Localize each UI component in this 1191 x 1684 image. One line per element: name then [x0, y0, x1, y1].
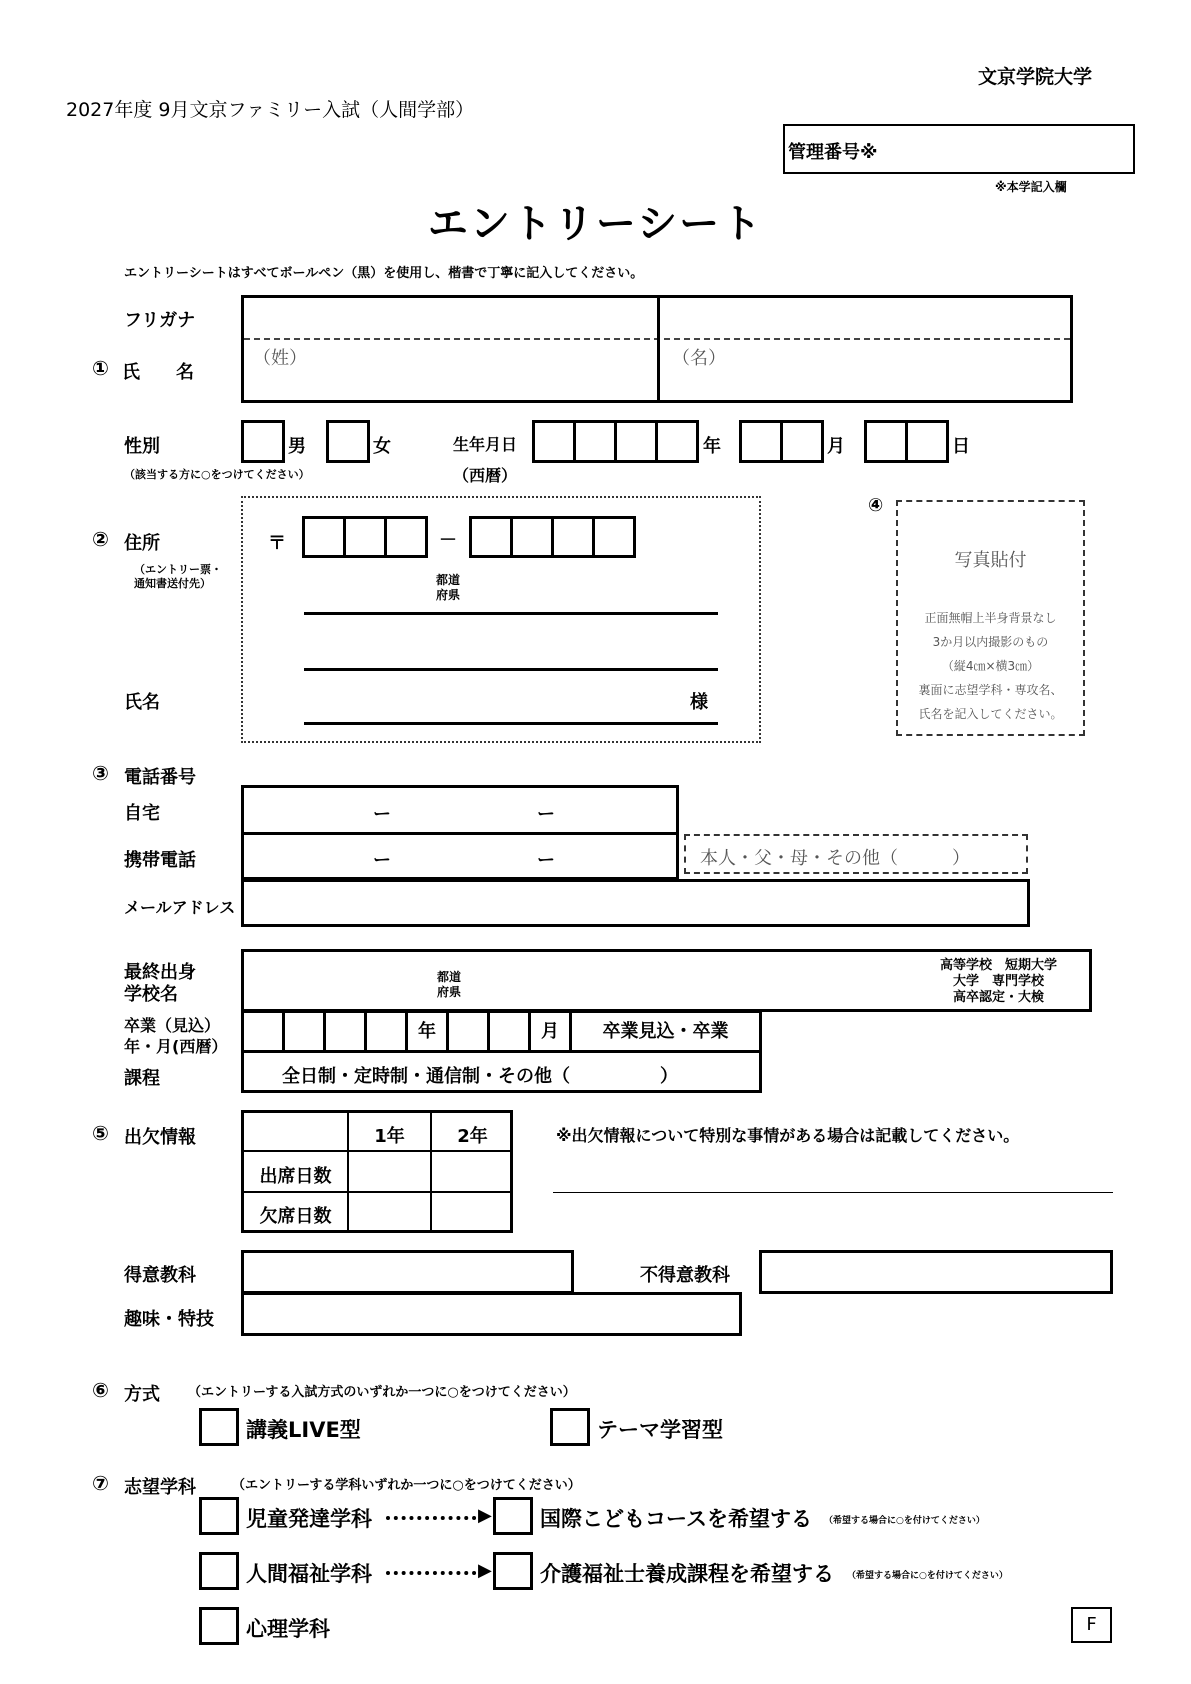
- school-type-3: 高卒認定・大検: [952, 990, 1044, 1005]
- course-field[interactable]: [241, 1050, 762, 1093]
- school-type-2: 大学 専門学校: [952, 974, 1044, 989]
- postal-digit-2[interactable]: [343, 516, 387, 558]
- grad-status-cell[interactable]: [569, 1010, 762, 1053]
- dept-child-arrow-icon: ▶: [478, 1505, 492, 1526]
- home-dash-2: ー: [537, 804, 555, 825]
- photo-line-3: （縦4㎝×横3㎝）: [941, 659, 1040, 673]
- dept-psychology-checkbox[interactable]: [199, 1607, 239, 1645]
- grad-year-digit-2[interactable]: [282, 1010, 326, 1053]
- gender-label: 性別: [124, 436, 160, 457]
- dept-welfare-label: 人間福祉学科: [246, 1562, 372, 1586]
- method-theme-label: テーマ学習型: [597, 1418, 723, 1442]
- home-dash-1: ー: [373, 804, 391, 825]
- dept-number: ⑦: [92, 1471, 109, 1495]
- name-vertical-divider: [657, 298, 660, 400]
- grad-month-digit-2[interactable]: [487, 1010, 531, 1053]
- phone-number-num: ③: [92, 761, 109, 785]
- grad-month-label-cell: [528, 1010, 572, 1053]
- birth-year-digit-4[interactable]: [655, 420, 699, 463]
- school-pref-2: 府県: [437, 985, 462, 999]
- dept-note: （エントリーする学科いずれか一つに○をつけてください）: [232, 1478, 581, 1493]
- dept-welfare-extra-checkbox[interactable]: [493, 1552, 533, 1590]
- weak-subject-label: 不得意教科: [640, 1265, 730, 1286]
- birth-year-digit-3[interactable]: [614, 420, 658, 463]
- grad-year-digit-3[interactable]: [323, 1010, 367, 1053]
- photo-line-2: 3か月以内撮影のもの: [932, 635, 1049, 649]
- furigana-label: フリガナ: [124, 310, 196, 331]
- exam-title: 2027年度 9月文京ファミリー入試（人間学部）: [66, 99, 475, 121]
- dept-child-extra-note: （希望する場合に○を付けてください）: [824, 1516, 985, 1526]
- school-pref-1: 都道: [437, 970, 462, 984]
- male-checkbox[interactable]: [241, 420, 285, 463]
- dept-welfare-arrow-line: [386, 1571, 484, 1575]
- method-note: （エントリーする入試方式のいずれか一つに○をつけてください）: [188, 1385, 576, 1400]
- attendance-note-line[interactable]: [553, 1192, 1113, 1193]
- birth-day-digit-1[interactable]: [864, 420, 908, 463]
- address-note-1: （エントリー票・: [134, 563, 222, 576]
- dept-welfare-arrow-icon: ▶: [478, 1560, 492, 1581]
- attendance-number: ⑤: [92, 1121, 109, 1145]
- grad-status-options: 卒業見込・卒業: [602, 1021, 729, 1042]
- method-live-label: 講義LIVE型: [246, 1418, 361, 1442]
- admin-number-label: 管理番号※: [788, 142, 878, 163]
- course-label: 課程: [124, 1068, 160, 1089]
- dept-welfare-extra-note: （希望する場合に○を付けてください）: [847, 1571, 1008, 1581]
- male-label: 男: [288, 436, 306, 457]
- attendance-row-absent: 欠席日数: [259, 1206, 332, 1227]
- attendance-table: [241, 1110, 513, 1233]
- graduation-label-2: 年・月(西暦）: [124, 1037, 228, 1056]
- dept-child-checkbox[interactable]: [199, 1497, 239, 1535]
- attendance-label: 出欠情報: [124, 1127, 196, 1148]
- birth-day-digit-2[interactable]: [905, 420, 949, 463]
- name-box[interactable]: [241, 295, 1073, 403]
- female-checkbox[interactable]: [326, 420, 370, 463]
- dept-child-label: 児童発達学科: [246, 1507, 372, 1531]
- home-phone-label: 自宅: [124, 803, 160, 824]
- course-options: 全日制・定時制・通信制・その他（ ）: [282, 1066, 678, 1087]
- method-label: 方式: [124, 1384, 160, 1405]
- grad-year-digit-1[interactable]: [241, 1010, 285, 1053]
- school-label-1: 最終出身: [124, 962, 196, 983]
- dept-label: 志望学科: [124, 1477, 196, 1498]
- birth-year-digit-2[interactable]: [573, 420, 617, 463]
- grad-year-label-cell: [405, 1010, 449, 1053]
- address-label: 住所: [124, 533, 160, 554]
- method-live-checkbox[interactable]: [199, 1408, 239, 1446]
- mobile-dash-1: ー: [373, 850, 391, 871]
- strong-subject-label: 得意教科: [124, 1265, 196, 1286]
- birth-month-digit-2[interactable]: [780, 420, 824, 463]
- dept-psychology-label: 心理学科: [246, 1617, 330, 1641]
- attendance-col-1: 1年: [374, 1126, 405, 1147]
- address-line-2[interactable]: [304, 668, 718, 671]
- address-name-label: 氏名: [124, 692, 160, 713]
- given-name-placeholder: （名）: [672, 348, 726, 369]
- photo-line-4: 裏面に志望学科・専攻名、: [918, 683, 1063, 697]
- name-number: ①: [92, 356, 109, 380]
- email-label: メールアドレス: [124, 898, 236, 917]
- sheet-title: エントリーシート: [427, 201, 764, 247]
- attendance-note: ※出欠情報について特別な事情がある場合は記載してください。: [556, 1126, 1020, 1145]
- dept-child-arrow-line: [386, 1516, 484, 1520]
- graduation-label-1: 卒業（見込）: [124, 1016, 221, 1035]
- postal-mark: 〒: [268, 533, 286, 554]
- postal-digit-6[interactable]: [551, 516, 595, 558]
- attendance-row-divider-1: [244, 1150, 510, 1152]
- mobile-owner-options: 本人・父・母・その他（ ）: [700, 848, 970, 869]
- address-note-2: 通知書送付先）: [134, 577, 211, 590]
- mobile-owner-box[interactable]: [684, 834, 1028, 874]
- attendance-col-2: 2年: [457, 1126, 488, 1147]
- pref-label-1: 都道: [436, 573, 461, 587]
- photo-number: ④: [868, 495, 884, 516]
- postal-dash: －: [439, 530, 457, 551]
- pref-label-2: 府県: [436, 588, 461, 602]
- attendance-row-divider-2: [244, 1191, 510, 1193]
- birth-label: 生年月日: [453, 435, 518, 454]
- address-name-line[interactable]: [304, 722, 718, 725]
- instruction: エントリーシートはすべてボールペン（黒）を使用し、楷書で丁寧に記入してください。: [124, 266, 644, 281]
- birth-year-label: 年: [703, 436, 721, 457]
- attendance-row-present: 出席日数: [259, 1166, 332, 1187]
- postal-digit-4[interactable]: [469, 516, 513, 558]
- dept-child-extra-checkbox[interactable]: [493, 1497, 533, 1535]
- mobile-dash-2: ー: [537, 850, 555, 871]
- grad-year-digit-4[interactable]: [364, 1010, 408, 1053]
- birth-month-digit-1[interactable]: [739, 420, 783, 463]
- method-theme-checkbox[interactable]: [550, 1408, 590, 1446]
- grad-month-digit-1[interactable]: [446, 1010, 490, 1053]
- weak-subject-field[interactable]: [759, 1250, 1113, 1294]
- phone-divider: [244, 832, 676, 835]
- postal-digit-3[interactable]: [384, 516, 428, 558]
- postal-digit-1[interactable]: [302, 516, 346, 558]
- school-type-options: [916, 958, 1081, 1006]
- birth-month-label: 月: [827, 436, 845, 457]
- photo-box: [896, 500, 1085, 736]
- surname-placeholder: （姓）: [253, 348, 307, 369]
- email-field[interactable]: [241, 879, 1030, 927]
- postal-digit-7[interactable]: [592, 516, 636, 558]
- address-line-1[interactable]: [304, 612, 718, 615]
- mobile-phone-label: 携帯電話: [124, 850, 196, 871]
- school-type-1: 高等学校 短期大学: [939, 958, 1057, 973]
- form-code: F: [1071, 1607, 1112, 1643]
- strong-subject-field[interactable]: [241, 1250, 574, 1294]
- sama-label: 様: [690, 692, 708, 713]
- female-label: 女: [373, 436, 391, 457]
- grad-month-label: 月: [541, 1021, 559, 1042]
- gender-note: （該当する方に○をつけてください）: [124, 468, 310, 481]
- birth-note: （西暦）: [453, 466, 518, 485]
- address-number: ②: [92, 527, 109, 551]
- name-label: 氏 名: [122, 362, 194, 383]
- photo-line-5: 氏名を記入してください。: [918, 707, 1063, 721]
- birth-year-digit-1[interactable]: [532, 420, 576, 463]
- school-name-field[interactable]: [241, 949, 1092, 1012]
- dept-welfare-checkbox[interactable]: [199, 1552, 239, 1590]
- method-number: ⑥: [92, 1378, 109, 1402]
- admin-note: ※本学記入欄: [995, 180, 1067, 194]
- phone-label: 電話番号: [124, 767, 196, 788]
- hobby-field[interactable]: [241, 1292, 742, 1336]
- hobby-label: 趣味・特技: [124, 1309, 214, 1330]
- dept-child-extra-label: 国際こどもコースを希望する: [540, 1507, 812, 1531]
- grad-year-label: 年: [418, 1021, 436, 1042]
- photo-instructions: [898, 606, 1083, 726]
- photo-title: 写真貼付: [954, 550, 1027, 571]
- dept-welfare-extra-label: 介護福祉士養成課程を希望する: [540, 1562, 834, 1586]
- photo-line-1: 正面無帽上半身背景なし: [924, 611, 1057, 625]
- postal-digit-5[interactable]: [510, 516, 554, 558]
- admin-number-box[interactable]: [783, 124, 1135, 174]
- phone-box: [241, 785, 679, 880]
- birth-day-label: 日: [952, 436, 970, 457]
- school-label-2: 学校名: [124, 984, 178, 1005]
- university-name: 文京学院大学: [978, 66, 1093, 88]
